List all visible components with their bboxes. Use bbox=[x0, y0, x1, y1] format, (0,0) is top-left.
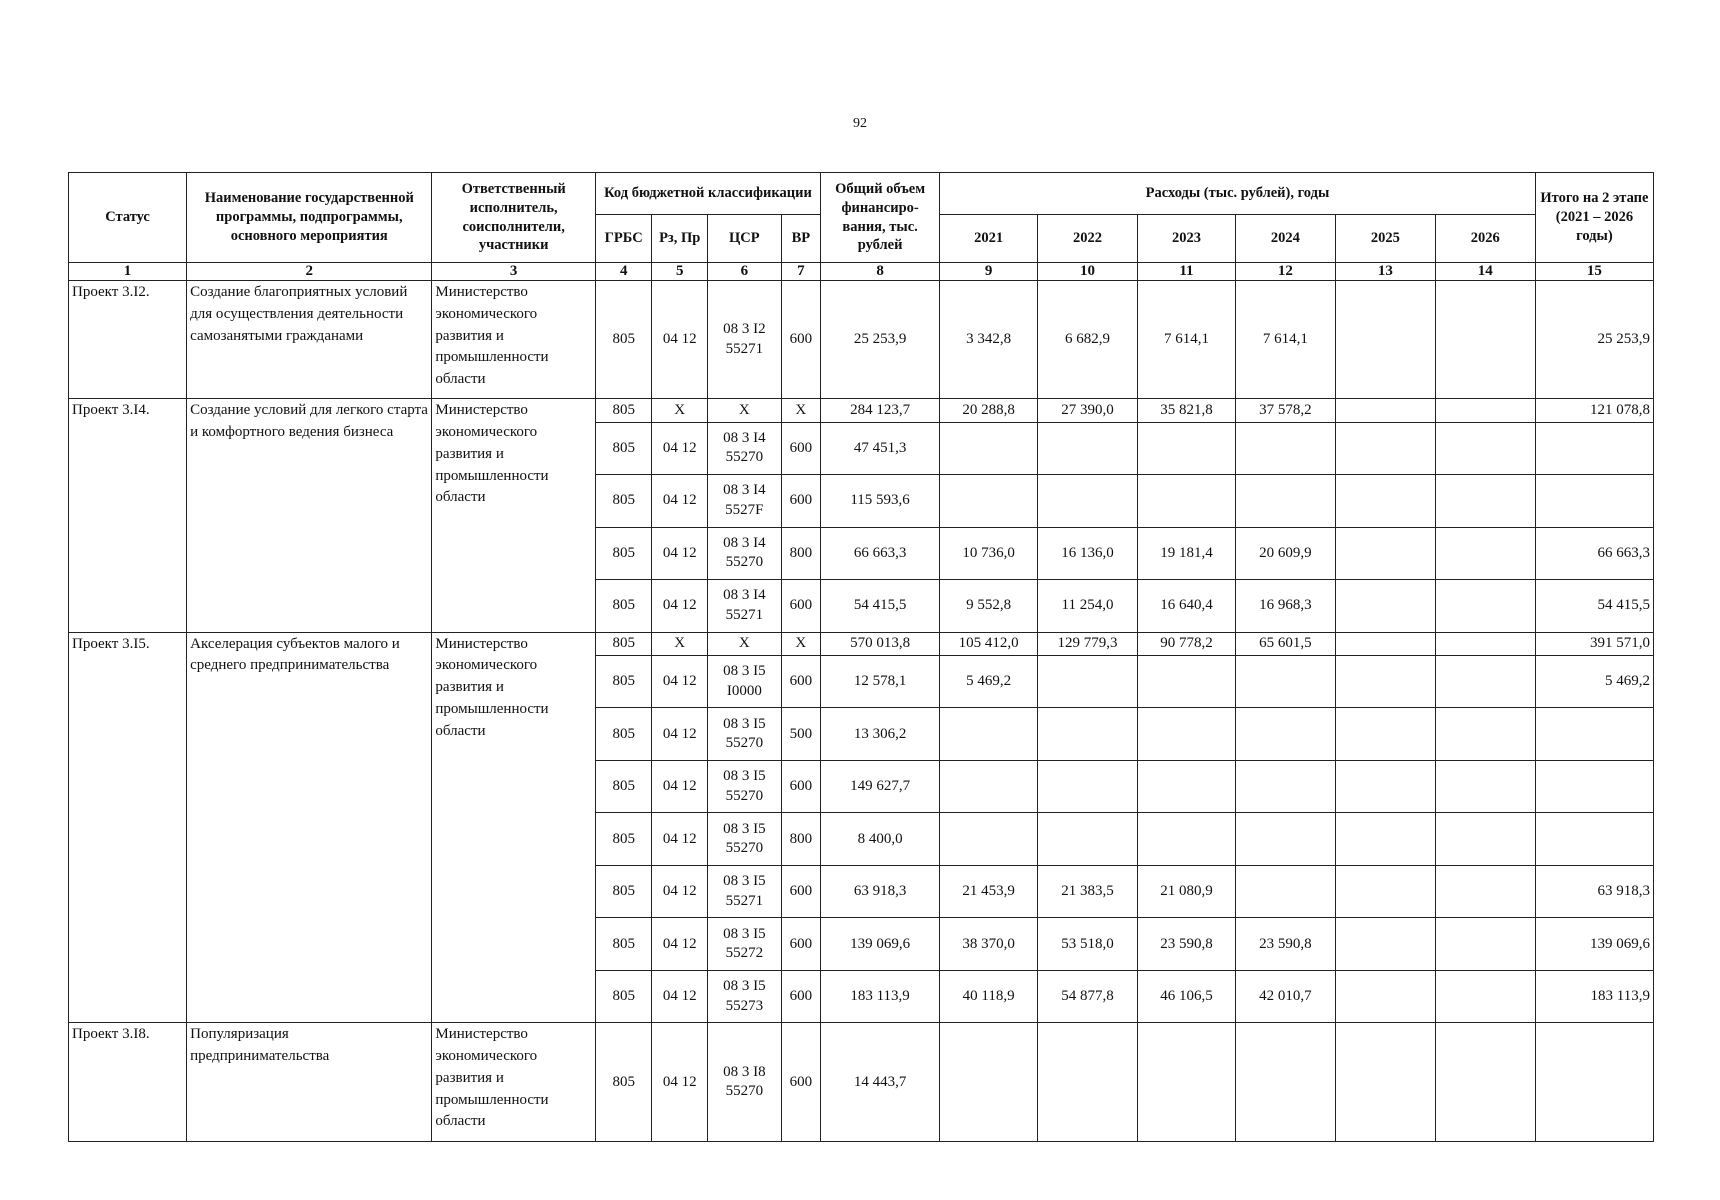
year-2026-cell bbox=[1435, 813, 1535, 866]
column-number: 9 bbox=[940, 263, 1038, 281]
vr-cell: 600 bbox=[781, 865, 820, 918]
rzpr-cell: 04 12 bbox=[652, 1023, 708, 1142]
csr-cell: 08 3 I5 55271 bbox=[707, 865, 781, 918]
total-volume-cell: 13 306,2 bbox=[821, 708, 940, 761]
year-2023-cell: 35 821,8 bbox=[1138, 399, 1236, 422]
year-2023-cell: 46 106,5 bbox=[1138, 970, 1236, 1023]
column-number-row bbox=[69, 263, 1654, 281]
year-2021-cell: 105 412,0 bbox=[940, 632, 1038, 655]
year-2022-cell bbox=[1038, 475, 1138, 528]
rzpr-cell: 04 12 bbox=[652, 281, 708, 399]
year-2024-cell bbox=[1235, 1023, 1335, 1142]
total-volume-cell: 8 400,0 bbox=[821, 813, 940, 866]
stage-total-cell: 139 069,6 bbox=[1535, 918, 1653, 971]
header-year-2024: 2024 bbox=[1235, 215, 1335, 263]
csr-cell: 08 3 I4 55270 bbox=[707, 527, 781, 580]
stage-total-cell: 66 663,3 bbox=[1535, 527, 1653, 580]
vr-cell: X bbox=[781, 399, 820, 422]
column-number: 13 bbox=[1335, 263, 1435, 281]
year-2025-cell bbox=[1335, 399, 1435, 422]
column-number: 15 bbox=[1535, 263, 1653, 281]
total-volume-cell: 63 918,3 bbox=[821, 865, 940, 918]
budget-table bbox=[68, 172, 1654, 1142]
grbs-cell: 805 bbox=[595, 655, 652, 708]
year-2024-cell: 7 614,1 bbox=[1235, 281, 1335, 399]
year-2025-cell bbox=[1335, 1023, 1435, 1142]
year-2023-cell bbox=[1138, 1023, 1236, 1142]
project-name: Популяризация предпринимательства bbox=[187, 1023, 432, 1142]
rzpr-cell: 04 12 bbox=[652, 760, 708, 813]
project-status: Проект 3.I4. bbox=[69, 399, 187, 632]
year-2025-cell bbox=[1335, 527, 1435, 580]
vr-cell: 600 bbox=[781, 281, 820, 399]
header-executor bbox=[432, 173, 596, 263]
year-2021-cell: 38 370,0 bbox=[940, 918, 1038, 971]
year-2021-cell: 10 736,0 bbox=[940, 527, 1038, 580]
year-2023-cell: 19 181,4 bbox=[1138, 527, 1236, 580]
grbs-cell: 805 bbox=[595, 632, 652, 655]
year-2024-cell: 37 578,2 bbox=[1235, 399, 1335, 422]
vr-cell: 600 bbox=[781, 475, 820, 528]
year-2024-cell: 20 609,9 bbox=[1235, 527, 1335, 580]
rzpr-cell: X bbox=[652, 632, 708, 655]
year-2025-cell bbox=[1335, 865, 1435, 918]
year-2024-cell: 16 968,3 bbox=[1235, 580, 1335, 633]
stage-total-cell bbox=[1535, 708, 1653, 761]
csr-cell: 08 3 I5 55270 bbox=[707, 760, 781, 813]
header-status: Статус bbox=[69, 173, 187, 263]
year-2024-cell bbox=[1235, 865, 1335, 918]
total-volume-cell: 139 069,6 bbox=[821, 918, 940, 971]
stage-total-cell: 183 113,9 bbox=[1535, 970, 1653, 1023]
year-2022-cell: 129 779,3 bbox=[1038, 632, 1138, 655]
year-2023-cell: 7 614,1 bbox=[1138, 281, 1236, 399]
year-2025-cell bbox=[1335, 813, 1435, 866]
header-budget-code: Код бюджетной классификации bbox=[595, 173, 820, 215]
vr-cell: 600 bbox=[781, 580, 820, 633]
stage-total-cell bbox=[1535, 760, 1653, 813]
rzpr-cell: 04 12 bbox=[652, 422, 708, 475]
column-number: 11 bbox=[1138, 263, 1236, 281]
header-year-2025: 2025 bbox=[1335, 215, 1435, 263]
rzpr-cell: 04 12 bbox=[652, 918, 708, 971]
rzpr-cell: 04 12 bbox=[652, 655, 708, 708]
year-2026-cell bbox=[1435, 422, 1535, 475]
csr-cell: 08 3 I5 55272 bbox=[707, 918, 781, 971]
column-number: 3 bbox=[432, 263, 596, 281]
year-2022-cell bbox=[1038, 422, 1138, 475]
year-2022-cell: 11 254,0 bbox=[1038, 580, 1138, 633]
total-volume-cell: 66 663,3 bbox=[821, 527, 940, 580]
year-2021-cell bbox=[940, 475, 1038, 528]
vr-cell: 600 bbox=[781, 970, 820, 1023]
grbs-cell: 805 bbox=[595, 580, 652, 633]
stage-total-cell: 25 253,9 bbox=[1535, 281, 1653, 399]
grbs-cell: 805 bbox=[595, 475, 652, 528]
header-year-2022: 2022 bbox=[1038, 215, 1138, 263]
total-volume-cell: 115 593,6 bbox=[821, 475, 940, 528]
table-row bbox=[69, 399, 1654, 422]
csr-cell: 08 3 I8 55270 bbox=[707, 1023, 781, 1142]
project-executor: Министерство экономического развития и промышленности области bbox=[432, 1023, 596, 1142]
csr-cell: 08 3 I4 5527F bbox=[707, 475, 781, 528]
grbs-cell: 805 bbox=[595, 708, 652, 761]
year-2024-cell bbox=[1235, 655, 1335, 708]
project-status: Проект 3.I2. bbox=[69, 281, 187, 399]
year-2021-cell bbox=[940, 813, 1038, 866]
header-year-2026: 2026 bbox=[1435, 215, 1535, 263]
header-grbs: ГРБС bbox=[595, 215, 652, 263]
header-expenses: Расходы (тыс. рублей), годы bbox=[940, 173, 1536, 215]
rzpr-cell: 04 12 bbox=[652, 708, 708, 761]
vr-cell: 500 bbox=[781, 708, 820, 761]
year-2022-cell bbox=[1038, 813, 1138, 866]
header-vr: ВР bbox=[781, 215, 820, 263]
header-total-volume: Общий объем финансиро-вания, тыс. рублей bbox=[821, 173, 940, 263]
year-2022-cell bbox=[1038, 760, 1138, 813]
project-executor: Министерство экономического развития и промышленности области bbox=[432, 399, 596, 632]
year-2023-cell bbox=[1138, 760, 1236, 813]
project-name: Создание благоприятных условий для осуществления деятельности самозанятыми гражданами bbox=[187, 281, 432, 399]
year-2023-cell bbox=[1138, 655, 1236, 708]
year-2022-cell bbox=[1038, 655, 1138, 708]
year-2026-cell bbox=[1435, 760, 1535, 813]
year-2025-cell bbox=[1335, 475, 1435, 528]
stage-total-cell: 63 918,3 bbox=[1535, 865, 1653, 918]
year-2023-cell bbox=[1138, 422, 1236, 475]
year-2022-cell: 6 682,9 bbox=[1038, 281, 1138, 399]
stage-total-cell bbox=[1535, 813, 1653, 866]
year-2024-cell bbox=[1235, 708, 1335, 761]
stage-total-cell bbox=[1535, 422, 1653, 475]
page-number: 92 bbox=[853, 116, 867, 131]
stage-total-cell: 5 469,2 bbox=[1535, 655, 1653, 708]
rzpr-cell: X bbox=[652, 399, 708, 422]
column-number: 4 bbox=[595, 263, 652, 281]
table-row bbox=[69, 632, 1654, 655]
total-volume-cell: 284 123,7 bbox=[821, 399, 940, 422]
year-2025-cell bbox=[1335, 760, 1435, 813]
header-name: Наименование государственной программы, подпрограммы, основного мероприятия bbox=[187, 173, 432, 263]
vr-cell: X bbox=[781, 632, 820, 655]
year-2024-cell bbox=[1235, 813, 1335, 866]
stage-total-cell: 121 078,8 bbox=[1535, 399, 1653, 422]
header-executor-text: Ответственный исполнитель, соисполнители, участники bbox=[461, 180, 566, 254]
year-2023-cell: 90 778,2 bbox=[1138, 632, 1236, 655]
project-status: Проект 3.I8. bbox=[69, 1023, 187, 1142]
year-2024-cell bbox=[1235, 760, 1335, 813]
csr-cell: 08 3 I5 55270 bbox=[707, 708, 781, 761]
year-2022-cell: 21 383,5 bbox=[1038, 865, 1138, 918]
year-2025-cell bbox=[1335, 970, 1435, 1023]
project-name: Создание условий для легкого старта и комфортного ведения бизнеса bbox=[187, 399, 432, 632]
year-2021-cell: 21 453,9 bbox=[940, 865, 1038, 918]
total-volume-cell: 183 113,9 bbox=[821, 970, 940, 1023]
year-2021-cell: 40 118,9 bbox=[940, 970, 1038, 1023]
grbs-cell: 805 bbox=[595, 813, 652, 866]
year-2026-cell bbox=[1435, 655, 1535, 708]
year-2026-cell bbox=[1435, 580, 1535, 633]
vr-cell: 600 bbox=[781, 918, 820, 971]
csr-cell: 08 3 I2 55271 bbox=[707, 281, 781, 399]
year-2026-cell bbox=[1435, 918, 1535, 971]
year-2026-cell bbox=[1435, 632, 1535, 655]
grbs-cell: 805 bbox=[595, 865, 652, 918]
year-2025-cell bbox=[1335, 655, 1435, 708]
year-2021-cell: 20 288,8 bbox=[940, 399, 1038, 422]
year-2022-cell: 27 390,0 bbox=[1038, 399, 1138, 422]
rzpr-cell: 04 12 bbox=[652, 970, 708, 1023]
year-2021-cell bbox=[940, 422, 1038, 475]
year-2026-cell bbox=[1435, 399, 1535, 422]
year-2025-cell bbox=[1335, 708, 1435, 761]
csr-cell: 08 3 I4 55270 bbox=[707, 422, 781, 475]
project-status: Проект 3.I5. bbox=[69, 632, 187, 1023]
vr-cell: 600 bbox=[781, 422, 820, 475]
year-2025-cell bbox=[1335, 281, 1435, 399]
column-number: 10 bbox=[1038, 263, 1138, 281]
year-2026-cell bbox=[1435, 708, 1535, 761]
table-row bbox=[69, 281, 1654, 399]
vr-cell: 600 bbox=[781, 1023, 820, 1142]
grbs-cell: 805 bbox=[595, 527, 652, 580]
project-name: Акселерация субъектов малого и среднего предпринимательства bbox=[187, 632, 432, 1023]
total-volume-cell: 25 253,9 bbox=[821, 281, 940, 399]
column-number: 5 bbox=[652, 263, 708, 281]
vr-cell: 600 bbox=[781, 760, 820, 813]
vr-cell: 800 bbox=[781, 527, 820, 580]
year-2026-cell bbox=[1435, 865, 1535, 918]
year-2024-cell: 42 010,7 bbox=[1235, 970, 1335, 1023]
header-csr: ЦСР bbox=[707, 215, 781, 263]
total-volume-cell: 570 013,8 bbox=[821, 632, 940, 655]
project-executor: Министерство экономического развития и промышленности области bbox=[432, 281, 596, 399]
year-2021-cell: 3 342,8 bbox=[940, 281, 1038, 399]
year-2022-cell bbox=[1038, 1023, 1138, 1142]
year-2022-cell: 54 877,8 bbox=[1038, 970, 1138, 1023]
column-number: 6 bbox=[707, 263, 781, 281]
table-row bbox=[69, 1023, 1654, 1142]
year-2021-cell bbox=[940, 1023, 1038, 1142]
column-number: 14 bbox=[1435, 263, 1535, 281]
year-2025-cell bbox=[1335, 632, 1435, 655]
stage-total-cell: 391 571,0 bbox=[1535, 632, 1653, 655]
column-number: 2 bbox=[187, 263, 432, 281]
table-header bbox=[69, 173, 1654, 281]
total-volume-cell: 149 627,7 bbox=[821, 760, 940, 813]
total-volume-cell: 54 415,5 bbox=[821, 580, 940, 633]
rzpr-cell: 04 12 bbox=[652, 475, 708, 528]
csr-cell: X bbox=[707, 399, 781, 422]
column-number: 8 bbox=[821, 263, 940, 281]
csr-cell: X bbox=[707, 632, 781, 655]
year-2021-cell: 5 469,2 bbox=[940, 655, 1038, 708]
year-2025-cell bbox=[1335, 918, 1435, 971]
year-2023-cell bbox=[1138, 708, 1236, 761]
table-body bbox=[69, 281, 1654, 1142]
stage-total-cell bbox=[1535, 1023, 1653, 1142]
csr-cell: 08 3 I4 55271 bbox=[707, 580, 781, 633]
year-2023-cell: 21 080,9 bbox=[1138, 865, 1236, 918]
year-2024-cell: 23 590,8 bbox=[1235, 918, 1335, 971]
header-year-2023: 2023 bbox=[1138, 215, 1236, 263]
project-executor: Министерство экономического развития и промышленности области bbox=[432, 632, 596, 1023]
year-2022-cell: 16 136,0 bbox=[1038, 527, 1138, 580]
year-2026-cell bbox=[1435, 475, 1535, 528]
year-2026-cell bbox=[1435, 970, 1535, 1023]
rzpr-cell: 04 12 bbox=[652, 527, 708, 580]
csr-cell: 08 3 I5 I0000 bbox=[707, 655, 781, 708]
column-number: 1 bbox=[69, 263, 187, 281]
rzpr-cell: 04 12 bbox=[652, 865, 708, 918]
year-2023-cell: 16 640,4 bbox=[1138, 580, 1236, 633]
grbs-cell: 805 bbox=[595, 970, 652, 1023]
year-2022-cell: 53 518,0 bbox=[1038, 918, 1138, 971]
stage-total-cell: 54 415,5 bbox=[1535, 580, 1653, 633]
grbs-cell: 805 bbox=[595, 918, 652, 971]
header-rzpr: Рз, Пр bbox=[652, 215, 708, 263]
header-year-2021: 2021 bbox=[940, 215, 1038, 263]
csr-cell: 08 3 I5 55273 bbox=[707, 970, 781, 1023]
year-2023-cell: 23 590,8 bbox=[1138, 918, 1236, 971]
rzpr-cell: 04 12 bbox=[652, 813, 708, 866]
column-number: 7 bbox=[781, 263, 820, 281]
year-2026-cell bbox=[1435, 281, 1535, 399]
column-number: 12 bbox=[1235, 263, 1335, 281]
total-volume-cell: 12 578,1 bbox=[821, 655, 940, 708]
year-2026-cell bbox=[1435, 527, 1535, 580]
year-2024-cell bbox=[1235, 422, 1335, 475]
vr-cell: 600 bbox=[781, 655, 820, 708]
grbs-cell: 805 bbox=[595, 422, 652, 475]
year-2022-cell bbox=[1038, 708, 1138, 761]
year-2025-cell bbox=[1335, 422, 1435, 475]
grbs-cell: 805 bbox=[595, 399, 652, 422]
grbs-cell: 805 bbox=[595, 760, 652, 813]
total-volume-cell: 14 443,7 bbox=[821, 1023, 940, 1142]
year-2023-cell bbox=[1138, 475, 1236, 528]
year-2024-cell: 65 601,5 bbox=[1235, 632, 1335, 655]
header-stage-total: Итого на 2 этапе (2021 – 2026 годы) bbox=[1535, 173, 1653, 263]
year-2025-cell bbox=[1335, 580, 1435, 633]
grbs-cell: 805 bbox=[595, 281, 652, 399]
year-2021-cell bbox=[940, 708, 1038, 761]
total-volume-cell: 47 451,3 bbox=[821, 422, 940, 475]
grbs-cell: 805 bbox=[595, 1023, 652, 1142]
csr-cell: 08 3 I5 55270 bbox=[707, 813, 781, 866]
year-2026-cell bbox=[1435, 1023, 1535, 1142]
rzpr-cell: 04 12 bbox=[652, 580, 708, 633]
year-2021-cell bbox=[940, 760, 1038, 813]
year-2024-cell bbox=[1235, 475, 1335, 528]
vr-cell: 800 bbox=[781, 813, 820, 866]
stage-total-cell bbox=[1535, 475, 1653, 528]
year-2021-cell: 9 552,8 bbox=[940, 580, 1038, 633]
year-2023-cell bbox=[1138, 813, 1236, 866]
